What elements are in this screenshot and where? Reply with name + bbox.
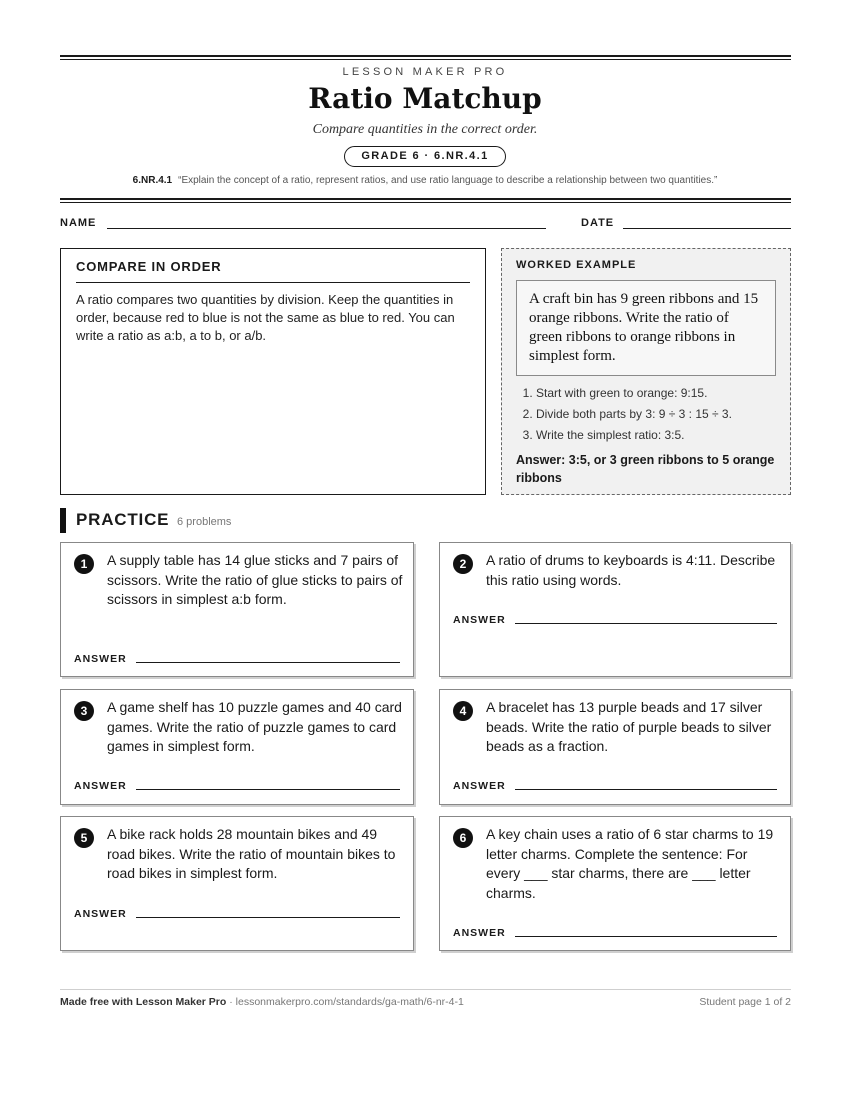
- practice-count: 6 problems: [177, 516, 232, 528]
- compare-body: A ratio compares two quantities by division. Keep the quantities in order, because red to blue is not the same as blue to red. You can write a ratio as a:b, a to b, or a/b.: [76, 292, 455, 343]
- problem-card-2: [439, 542, 791, 677]
- worked-step: 3. Write the simplest ratio: 3:5.: [536, 425, 776, 446]
- name-field[interactable]: [107, 228, 546, 229]
- worked-example-label: WORKED EXAMPLE: [516, 259, 637, 271]
- answer-line-2[interactable]: [515, 623, 777, 624]
- problem-text: A ratio of drums to keyboards is 4:11. Describe this ratio using words.: [486, 552, 776, 588]
- answer-label: ANSWER: [74, 653, 127, 665]
- page-subtitle: Compare quantities in the correct order.: [312, 122, 538, 137]
- footer-url[interactable]: · lessonmakerpro.com/standards/ga-math/6-nr-4-1: [229, 996, 464, 1008]
- problem-number-badge: 1: [74, 554, 94, 574]
- answer-label: ANSWER: [453, 780, 506, 792]
- problem-number-badge: 3: [74, 701, 94, 721]
- date-field[interactable]: [623, 228, 791, 229]
- date-label: DATE: [581, 217, 615, 229]
- answer-line-5[interactable]: [136, 917, 400, 918]
- answer-line-4[interactable]: [515, 789, 777, 790]
- problem-text: A bike rack holds 28 mountain bikes and 49 road bikes. Write the ratio of mountain bikes to road bikes in simplest form.: [107, 826, 396, 881]
- problem-number-badge: 4: [453, 701, 473, 721]
- answer-label: ANSWER: [74, 780, 127, 792]
- compare-in-order-panel: [60, 248, 486, 495]
- problem-card-3: [60, 689, 414, 805]
- problem-card-6: [439, 816, 791, 951]
- worked-example-steps: [516, 383, 776, 446]
- problem-text: A supply table has 14 glue sticks and 7 pairs of scissors. Write the ratio of glue sticks to pairs of scissors in simplest a:b form.: [107, 552, 403, 607]
- problem-text: A game shelf has 10 puzzle games and 40 card games. Write the ratio of puzzle games to card games in simplest form.: [107, 699, 402, 754]
- problem-text: A bracelet has 13 purple beads and 17 silver beads. Write the ratio of purple beads to silver beads as a fraction.: [486, 699, 772, 754]
- problem-card-4: [439, 689, 791, 805]
- problem-card-5: [60, 816, 414, 951]
- practice-heading: PRACTICE: [76, 510, 170, 529]
- compare-heading: COMPARE IN ORDER: [76, 249, 470, 283]
- problem-number-badge: 2: [453, 554, 473, 574]
- problem-number-badge: 6: [453, 828, 473, 848]
- worked-example-answer: Answer: 3:5, or 3 green ribbons to 5 orange ribbons: [516, 453, 775, 485]
- footer-rule: [60, 989, 791, 990]
- answer-line-3[interactable]: [136, 789, 400, 790]
- footer-made-with: Made free with Lesson Maker Pro: [60, 996, 227, 1008]
- standard-text: “Explain the concept of a ratio, represent ratios, and use ratio language to describe a relationship between two quantities.”: [178, 175, 718, 186]
- name-label: NAME: [60, 217, 97, 229]
- answer-label: ANSWER: [453, 927, 506, 939]
- answer-label: ANSWER: [453, 614, 506, 626]
- grade-badge: GRADE 6 · 6.NR.4.1: [344, 146, 506, 167]
- problem-number-badge: 5: [74, 828, 94, 848]
- worked-step: 1. Start with green to orange: 9:15.: [536, 383, 776, 404]
- worked-example-panel: [501, 248, 791, 495]
- answer-label: ANSWER: [74, 908, 127, 920]
- top-rule: [60, 55, 791, 60]
- header-bottom-rule: [60, 198, 791, 203]
- worked-step: 2. Divide both parts by 3: 9 ÷ 3 : 15 ÷ 3.: [536, 404, 776, 425]
- answer-line-6[interactable]: [515, 936, 777, 937]
- footer-page-number: Student page 1 of 2: [699, 996, 791, 1008]
- problem-card-1: [60, 542, 414, 677]
- worked-example-problem: A craft bin has 9 green ribbons and 15 orange ribbons. Write the ratio of green ribbons to orange ribbons in simplest form.: [516, 280, 776, 376]
- standard-statement: [0, 175, 850, 186]
- brand-name: LESSON MAKER PRO: [342, 66, 508, 78]
- practice-accent-bar: [60, 508, 66, 533]
- problem-text: A key chain uses a ratio of 6 star charms to 19 letter charms. Complete the sentence: For every ___ star charms, there are ___ letter charms.: [486, 826, 774, 901]
- answer-line-1[interactable]: [136, 662, 400, 663]
- standard-code: 6.NR.4.1: [132, 175, 173, 186]
- footer-credit: [60, 996, 464, 1008]
- page-title: Ratio Matchup: [308, 82, 542, 115]
